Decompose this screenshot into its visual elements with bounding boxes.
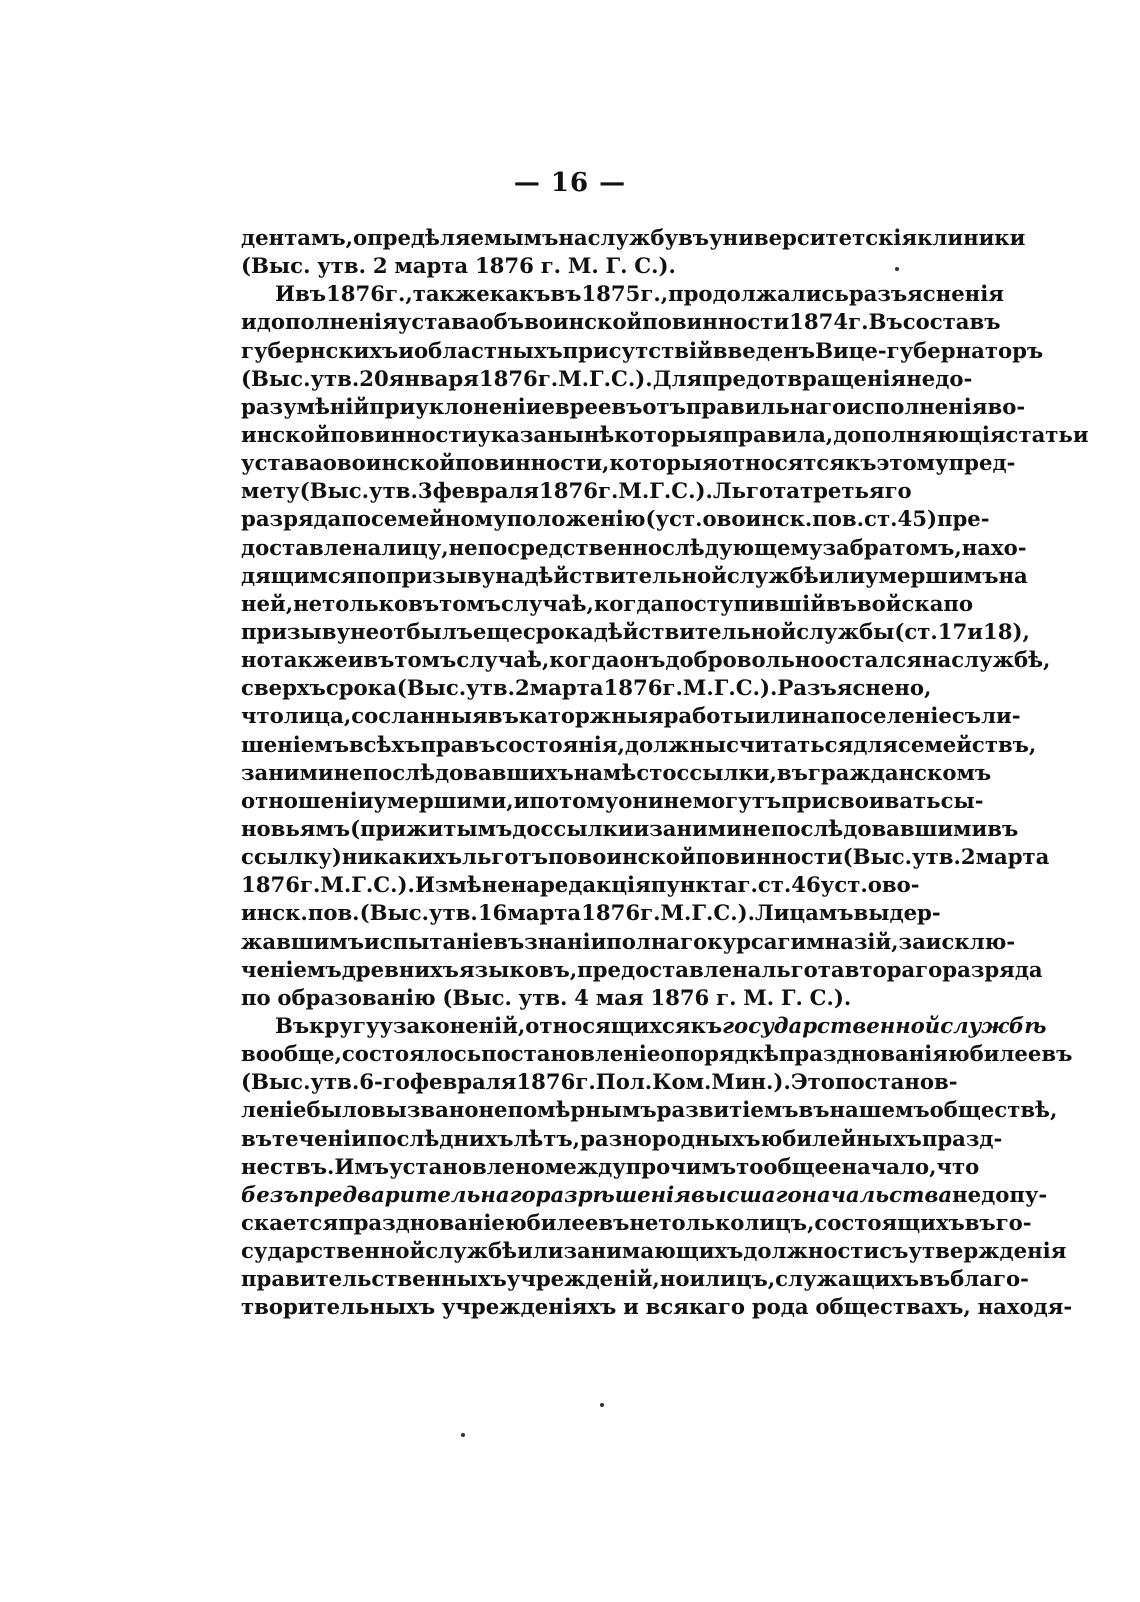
text-line: въ теченіи послѣднихъ лѣтъ, разнородныхъ юбилейныхъ празд-	[241, 1125, 1003, 1151]
text-line: скается празднованіе юбилеевъ не только лицъ, состоящихъ въ го-	[241, 1209, 1032, 1235]
text-line: за ними не послѣдовавшихъ на мѣсто ссылки, въ гражданскомъ	[241, 759, 992, 785]
text-line: (Выс. утв. 6-го февраля 1876 г. Пол. Ком. Мин.). Это постанов-	[241, 1069, 958, 1095]
text-line: жавшимъ испытаніе въ знаніи полнаго курса гимназій, за исклю-	[241, 928, 1016, 954]
text-line: дентамъ, опредѣляемымъ на службу въ университетскія клиники	[241, 225, 1026, 250]
text-line: творительныхъ учрежденіяхъ и всякаго рода обществахъ, находя-	[241, 1294, 1073, 1320]
text-line: инск. пов. (Выс. утв. 16 марта 1876 г. М. Г. С.). Лицамъ выдер-	[241, 900, 941, 926]
text-line: дящимся по призыву на дѣйствительной службѣ или умершимъ на	[241, 562, 1028, 588]
text-line: ней, не только въ томъ случаѣ, когда поступившій въ войска по	[241, 590, 974, 616]
scan-speck	[895, 267, 899, 271]
scan-speck	[461, 1433, 465, 1437]
text-line: устава о воинской повинности, которыя относятся къ этому пред-	[241, 450, 1016, 476]
text-line: мету (Выс. утв. 3 февраля 1876 г. М. Г. С.). Льгота третьяго	[241, 478, 912, 504]
text-line: 1876 г. М. Г. С.). Измѣнена редакція пункта г. ст. 46 уст. о во-	[241, 872, 920, 898]
text-line: отношеніи умершими, и потому они не могутъ присвоивать сы-	[241, 787, 984, 813]
text-line: губернскихъ и областныхъ присутствій введенъ Вице-губернаторъ	[241, 337, 1044, 363]
page-number: — 16 —	[513, 168, 627, 198]
text-line: правительственныхъ учрежденій, но и лицъ, служащихъ въ благо-	[241, 1266, 1029, 1292]
text-line: Въ кругу узаконеній, относящихся къ государственной службѣ	[275, 1012, 1047, 1038]
text-line: шеніемъ всѣхъ правъ состоянія, должны считаться для семействъ,	[241, 731, 1037, 757]
text-line: инской повинности указаны нѣкоторыя правила, дополняющія статьи	[241, 421, 1089, 447]
text-line: И въ 1876 г., также какъ въ 1875 г., продолжались разъясненія	[275, 281, 1004, 307]
text-line: разумѣній при уклоненіи евреевъ отъ правильнаго исполненія во-	[241, 393, 1026, 419]
text-line: безъ предварительнаго разрѣшенія высшаго начальства не допу-	[241, 1181, 1048, 1207]
text-line: ссылку) никакихъ льготъ по воинской повинности (Выс. утв. 2 марта	[241, 844, 1050, 870]
text-line: сударственной службѣ или занимающихъ должности съ утвержденія	[241, 1238, 1067, 1264]
text-line: (Выс. утв. 20 января 1876 г. М. Г. С.). Для предотвращенія недо-	[241, 365, 973, 391]
text-line: и дополненія устава объ воинской повинности 1874 г. Въ составъ	[241, 309, 1001, 335]
text-line: по образованію (Выс. утв. 4 мая 1876 г. М. Г. С.).	[241, 984, 852, 1010]
text-line: вообще, состоялось постановленіе о порядкѣ празднованія юбилеевъ	[241, 1041, 1073, 1067]
text-line: что лица, сосланныя въ каторжныя работы или на поселеніе съ ли-	[241, 703, 1021, 729]
text-line: но также и въ томъ случаѣ, когда онъ добровольно остался на службѣ,	[241, 647, 1051, 673]
text-line: нествъ. Имъ установлено между прочимъ то общее начало, что	[241, 1153, 980, 1179]
text-line: доставлена лицу, непосредственно слѣдующему за братомъ, нахо-	[241, 534, 1027, 560]
scan-speck	[600, 1403, 604, 1407]
text-line: леніе было вызвано непомѣрнымъ развитіемъ въ нашемъ обществѣ,	[241, 1097, 1058, 1123]
text-line: призыву не отбылъ еще срока дѣйствительной службы (ст. 17 и 18),	[241, 618, 1030, 644]
text-line: ченіемъ древнихъ языковъ, предоставлена льгота втораго разряда	[241, 956, 1043, 982]
body-text	[241, 224, 1089, 1321]
text-line: разряда по семейному положенію (уст. о воинск. пов. ст. 45) пре-	[241, 506, 990, 532]
text-line: (Выс. утв. 2 марта 1876 г. М. Г. С.).	[241, 253, 676, 279]
text-line: новьямъ (прижитымъ до ссылки и за ними непослѣдовавшими въ	[241, 815, 1019, 841]
text-line: сверхъ срока (Выс. утв. 2 марта 1876 г. М. Г. С.). Разъяснено,	[241, 675, 932, 701]
